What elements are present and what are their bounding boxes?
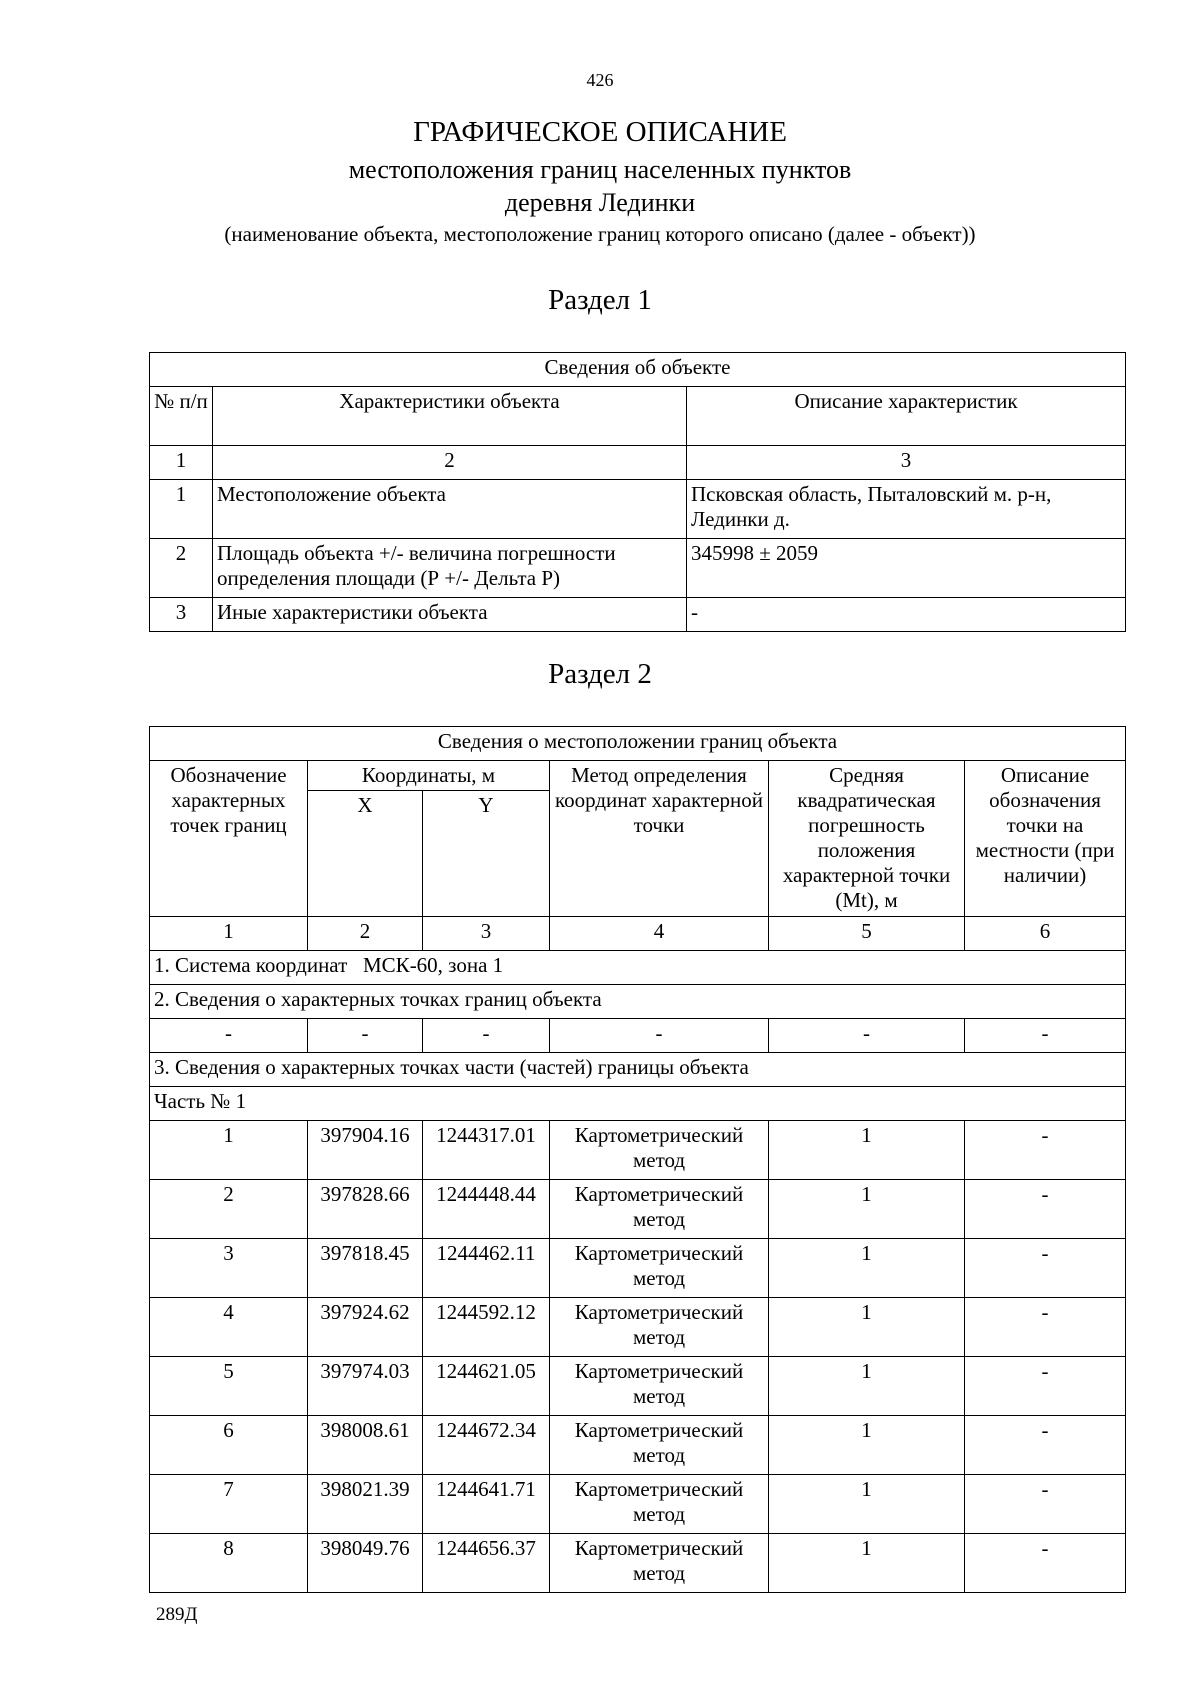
point-number: 4	[150, 1298, 308, 1357]
point-x: 397974.03	[308, 1357, 423, 1416]
table-row	[150, 1298, 1126, 1357]
point-error: 1	[769, 1475, 965, 1534]
header-point-description: Описание обозначения точки на местности (при наличии)	[965, 761, 1126, 917]
point-x: 398021.39	[308, 1475, 423, 1534]
object-name-note: (наименование объекта, местоположение границ которого описано (далее - объект))	[224, 222, 976, 246]
header-description: Описание характеристик	[687, 387, 1126, 446]
point-error: 1	[769, 1357, 965, 1416]
section-1-heading: Раздел 1	[548, 284, 652, 316]
point-error: 1	[769, 1534, 965, 1593]
empty-cell: -	[965, 1019, 1126, 1053]
header-x: X	[308, 791, 423, 917]
point-x: 397828.66	[308, 1180, 423, 1239]
row-number: 3	[150, 598, 213, 632]
col-number: 2	[308, 917, 423, 951]
point-description: -	[965, 1475, 1126, 1534]
point-x: 397904.16	[308, 1121, 423, 1180]
point-error: 1	[769, 1121, 965, 1180]
table-row	[150, 1121, 1126, 1180]
point-number: 5	[150, 1357, 308, 1416]
point-y: 1244592.12	[423, 1298, 550, 1357]
point-y: 1244672.34	[423, 1416, 550, 1475]
document-subtitle: местоположения границ населенных пунктов	[348, 155, 852, 184]
row-description: Псковская область, Пыталовский м. р-н, Лединки д.	[687, 480, 1126, 539]
boundary-caption: Сведения о местоположении границ объекта	[150, 727, 1126, 761]
object-name: деревня Лединки	[504, 188, 696, 217]
point-y: 1244448.44	[423, 1180, 550, 1239]
header-point: Обозначение характерных точек границ	[150, 761, 308, 917]
point-error: 1	[769, 1180, 965, 1239]
empty-cell: -	[308, 1019, 423, 1053]
point-description: -	[965, 1239, 1126, 1298]
point-number: 2	[150, 1180, 308, 1239]
point-method: Картометрический метод	[550, 1357, 769, 1416]
table-row	[150, 1239, 1126, 1298]
coordinate-system-line: 1. Система координат МСК-60, зона 1	[150, 951, 1126, 985]
point-number: 7	[150, 1475, 308, 1534]
col-number: 2	[213, 446, 687, 480]
header-error: Средняя квадратическая погрешность положения характерной точки (Mt), м	[769, 761, 965, 917]
col-number: 6	[965, 917, 1126, 951]
object-info-table	[149, 352, 1126, 632]
point-method: Картометрический метод	[550, 1416, 769, 1475]
point-method: Картометрический метод	[550, 1180, 769, 1239]
table-row	[150, 1019, 1126, 1053]
footer-code: 289Д	[156, 1604, 198, 1625]
point-description: -	[965, 1534, 1126, 1593]
header-coordinates: Координаты, м	[308, 761, 550, 791]
point-description: -	[965, 1298, 1126, 1357]
point-method: Картометрический метод	[550, 1534, 769, 1593]
point-description: -	[965, 1357, 1126, 1416]
table-row	[150, 480, 1126, 539]
row-characteristic: Иные характеристики объекта	[213, 598, 687, 632]
boundary-points-table	[149, 726, 1126, 1593]
table-row	[150, 1180, 1126, 1239]
point-y: 1244621.05	[423, 1357, 550, 1416]
point-number: 1	[150, 1121, 308, 1180]
point-x: 397924.62	[308, 1298, 423, 1357]
header-num: № п/п	[150, 387, 213, 446]
empty-cell: -	[423, 1019, 550, 1053]
col-number: 1	[150, 917, 308, 951]
point-number: 3	[150, 1239, 308, 1298]
point-y: 1244641.71	[423, 1475, 550, 1534]
point-method: Картометрический метод	[550, 1239, 769, 1298]
point-y: 1244462.11	[423, 1239, 550, 1298]
section-2-heading: Раздел 2	[548, 658, 652, 690]
row-number: 1	[150, 480, 213, 539]
row-number: 2	[150, 539, 213, 598]
point-error: 1	[769, 1239, 965, 1298]
empty-cell: -	[150, 1019, 308, 1053]
header-characteristics: Характеристики объекта	[213, 387, 687, 446]
table-row	[150, 1534, 1126, 1593]
header-y: Y	[423, 791, 550, 917]
col-number: 4	[550, 917, 769, 951]
col-number: 3	[687, 446, 1126, 480]
point-x: 398008.61	[308, 1416, 423, 1475]
point-number: 6	[150, 1416, 308, 1475]
point-number: 8	[150, 1534, 308, 1593]
point-description: -	[965, 1416, 1126, 1475]
empty-cell: -	[769, 1019, 965, 1053]
point-y: 1244656.37	[423, 1534, 550, 1593]
header-method: Метод определения координат характерной точки	[550, 761, 769, 917]
table-row	[150, 1357, 1126, 1416]
page-number: 426	[586, 70, 614, 90]
point-x: 397818.45	[308, 1239, 423, 1298]
parts-line: 3. Сведения о характерных точках части (частей) границы объекта	[150, 1053, 1126, 1087]
row-description: -	[687, 598, 1126, 632]
table-row	[150, 1475, 1126, 1534]
empty-cell: -	[550, 1019, 769, 1053]
col-number: 1	[150, 446, 213, 480]
part-label: Часть № 1	[150, 1087, 1126, 1121]
row-description: 345998 ± 2059	[687, 539, 1126, 598]
point-description: -	[965, 1121, 1126, 1180]
object-info-caption: Сведения об объекте	[150, 353, 1126, 387]
point-description: -	[965, 1180, 1126, 1239]
point-y: 1244317.01	[423, 1121, 550, 1180]
point-method: Картометрический метод	[550, 1121, 769, 1180]
col-number: 3	[423, 917, 550, 951]
document-title: ГРАФИЧЕСКОЕ ОПИСАНИЕ	[413, 116, 787, 148]
point-x: 398049.76	[308, 1534, 423, 1593]
table-row	[150, 1416, 1126, 1475]
row-characteristic: Местоположение объекта	[213, 480, 687, 539]
point-method: Картометрический метод	[550, 1475, 769, 1534]
col-number: 5	[769, 917, 965, 951]
point-error: 1	[769, 1416, 965, 1475]
table-row	[150, 539, 1126, 598]
point-method: Картометрический метод	[550, 1298, 769, 1357]
boundary-points-line: 2. Сведения о характерных точках границ объекта	[150, 985, 1126, 1019]
point-error: 1	[769, 1298, 965, 1357]
row-characteristic: Площадь объекта +/- величина погрешности определения площади (Р +/- Дельта Р)	[213, 539, 687, 598]
table-row	[150, 598, 1126, 632]
